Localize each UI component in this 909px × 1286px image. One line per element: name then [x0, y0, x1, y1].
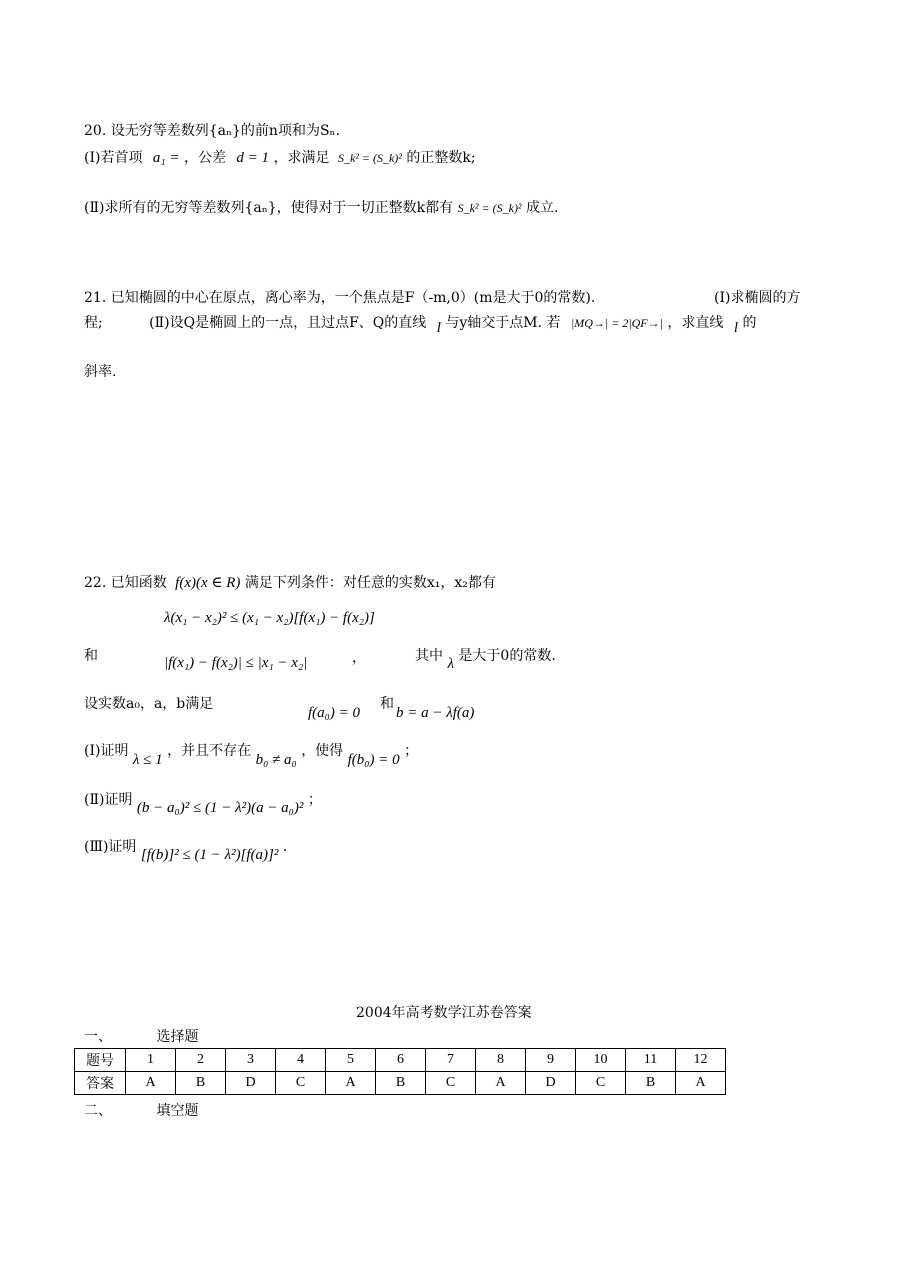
q22-where-rest: 是大于0的常数.: [458, 648, 556, 664]
answer-key-cell: A: [476, 1072, 526, 1095]
table-row-numbers: [75, 1049, 726, 1072]
q20-sk-formula-2: S_k² = (S_k)²: [457, 201, 522, 215]
question-number-cell: 8: [476, 1049, 526, 1072]
q22-part1-mid: ，并且不存在: [167, 743, 252, 759]
q21-line-l: l: [436, 320, 441, 336]
q22-setup: 设实数a₀，a，b满足: [84, 696, 214, 712]
answer-key-cell: B: [626, 1072, 676, 1095]
q21-line3: 斜率.: [84, 364, 117, 380]
q20-d-formula: d = 1: [236, 150, 270, 166]
answer-key-cell: A: [326, 1072, 376, 1095]
q20-part2: [84, 198, 558, 218]
q20-part1-mid2: ，求满足: [273, 150, 330, 166]
q22-part2-end: ；: [307, 792, 322, 808]
q21-line2: [84, 313, 757, 336]
q20-title: 20. 设无穷等差数列{aₙ}的前n项和为Sₙ.: [84, 123, 341, 139]
q22-part2: [84, 790, 322, 816]
question-number-cell: 10: [576, 1049, 626, 1072]
q22-part3-formula: [f(b)]² ≤ (1 − λ²)[f(a)]²: [140, 847, 279, 863]
q21-line2-d: ，求直线: [667, 315, 724, 331]
q22-lambda-symbol: λ: [447, 656, 454, 672]
q22-part1-mid2: ，使得: [301, 743, 344, 759]
q22-part2-prefix: (Ⅱ)证明: [84, 792, 133, 808]
q21-line1-right: (Ⅰ)求椭圆的方: [714, 290, 801, 306]
answer-table: [74, 1048, 726, 1095]
section2-label: 填空题: [156, 1103, 199, 1119]
q20-a1-formula: a₁ =: [152, 150, 180, 166]
answer-key-cell: C: [576, 1072, 626, 1095]
answers-title: 2004年高考数学江苏卷答案: [356, 1005, 532, 1021]
q20-part1: [84, 148, 476, 168]
q22-intro-label: 22. 已知函数: [84, 575, 167, 591]
q22-part3-end: .: [282, 839, 288, 855]
question-number-cell: 3: [226, 1049, 276, 1072]
q21-line1: 21. 已知椭圆的中心在原点，离心率为，一个焦点是F（-m,0）(m是大于0的常数).: [84, 290, 596, 306]
q22-and-2: 和: [380, 696, 394, 712]
q22-inequality-1: λ(x₁ − x₂)² ≤ (x₁ − x₂)[f(x₁) − f(x₂)]: [164, 610, 375, 626]
q20-part2-prefix: (Ⅱ)求所有的无穷等差数列{aₙ}，使得对于一切正整数k都有: [84, 200, 454, 216]
q22-b0-ne-a0: b₀ ≠ a₀: [255, 752, 297, 768]
question-number-cell: 9: [526, 1049, 576, 1072]
q22-cond2-formula: b = a − λf(a): [396, 705, 475, 721]
q22-part1: [84, 741, 419, 768]
q22-part1-prefix: (Ⅰ)证明: [84, 743, 129, 759]
q22-lambda-le-1: λ ≤ 1: [132, 752, 163, 768]
answer-key-cell: A: [126, 1072, 176, 1095]
q22-fb0-zero: f(b₀) = 0: [347, 752, 400, 768]
answer-key-cell: B: [176, 1072, 226, 1095]
q20-part1-suffix: 的正整数k;: [406, 150, 476, 166]
answer-key-cell: D: [526, 1072, 576, 1095]
q22-intro-rest: 满足下列条件：对任意的实数x₁，x₂都有: [244, 575, 496, 591]
q22-part1-end: ；: [404, 743, 419, 759]
answer-key-cell: D: [226, 1072, 276, 1095]
q22-part3-prefix: (Ⅲ)证明: [84, 839, 137, 855]
section2-number: 二、: [84, 1103, 112, 1119]
q22-part3: [84, 837, 288, 863]
question-number-cell: 4: [276, 1049, 326, 1072]
section1-number: 一、: [84, 1029, 112, 1045]
question-number-cell: 12: [676, 1049, 726, 1072]
q20-sk-formula: S_k² = (S_k)²: [337, 151, 402, 165]
section1-heading: [84, 1027, 198, 1047]
q20-part1-mid: ，公差: [183, 150, 226, 166]
section2-heading: [84, 1101, 198, 1121]
question-number-cell: 6: [376, 1049, 426, 1072]
q22-fx-formula: f(x)(x ∈ R): [175, 575, 241, 591]
q21-line2-e: 的: [742, 315, 757, 331]
answer-key-cell: B: [376, 1072, 426, 1095]
question-number-cell: 5: [326, 1049, 376, 1072]
answer-key-cell: C: [426, 1072, 476, 1095]
q21-vector-formula: |MQ→| = 2|QF→|: [570, 316, 663, 330]
question-number-cell: 11: [626, 1049, 676, 1072]
q20-part1-prefix: (Ⅰ)若首项: [84, 150, 143, 166]
q22-intro: [84, 573, 496, 593]
q22-where-label: 其中: [415, 648, 443, 664]
section1-label: 选择题: [156, 1029, 199, 1045]
q22-and: 和: [84, 648, 98, 664]
table-row-answers: [75, 1072, 726, 1095]
question-number-cell: 7: [426, 1049, 476, 1072]
q22-inequality-2: |f(x₁) − f(x₂)| ≤ |x₁ − x₂|: [164, 655, 308, 671]
answer-key-cell: C: [276, 1072, 326, 1095]
q22-part2-formula: (b − a₀)² ≤ (1 − λ²)(a − a₀)²: [136, 800, 304, 816]
row-header-numbers: 题号: [75, 1049, 126, 1072]
q22-cond1-formula: f(a₀) = 0: [308, 705, 360, 721]
q21-line2-a: 程;: [84, 315, 103, 331]
question-number-cell: 2: [176, 1049, 226, 1072]
row-header-answers: 答案: [75, 1072, 126, 1095]
q21-line2-c: 与y轴交于点M. 若: [445, 315, 561, 331]
q20-part2-suffix: 成立.: [525, 200, 559, 216]
q22-comma: ，: [352, 650, 366, 666]
q21-line2-b: (Ⅱ)设Q是椭圆上的一点，且过点F、Q的直线: [149, 315, 427, 331]
q21-line-l-2: l: [733, 320, 738, 336]
question-number-cell: 1: [126, 1049, 176, 1072]
q22-where: [415, 646, 556, 672]
answer-key-cell: A: [676, 1072, 726, 1095]
